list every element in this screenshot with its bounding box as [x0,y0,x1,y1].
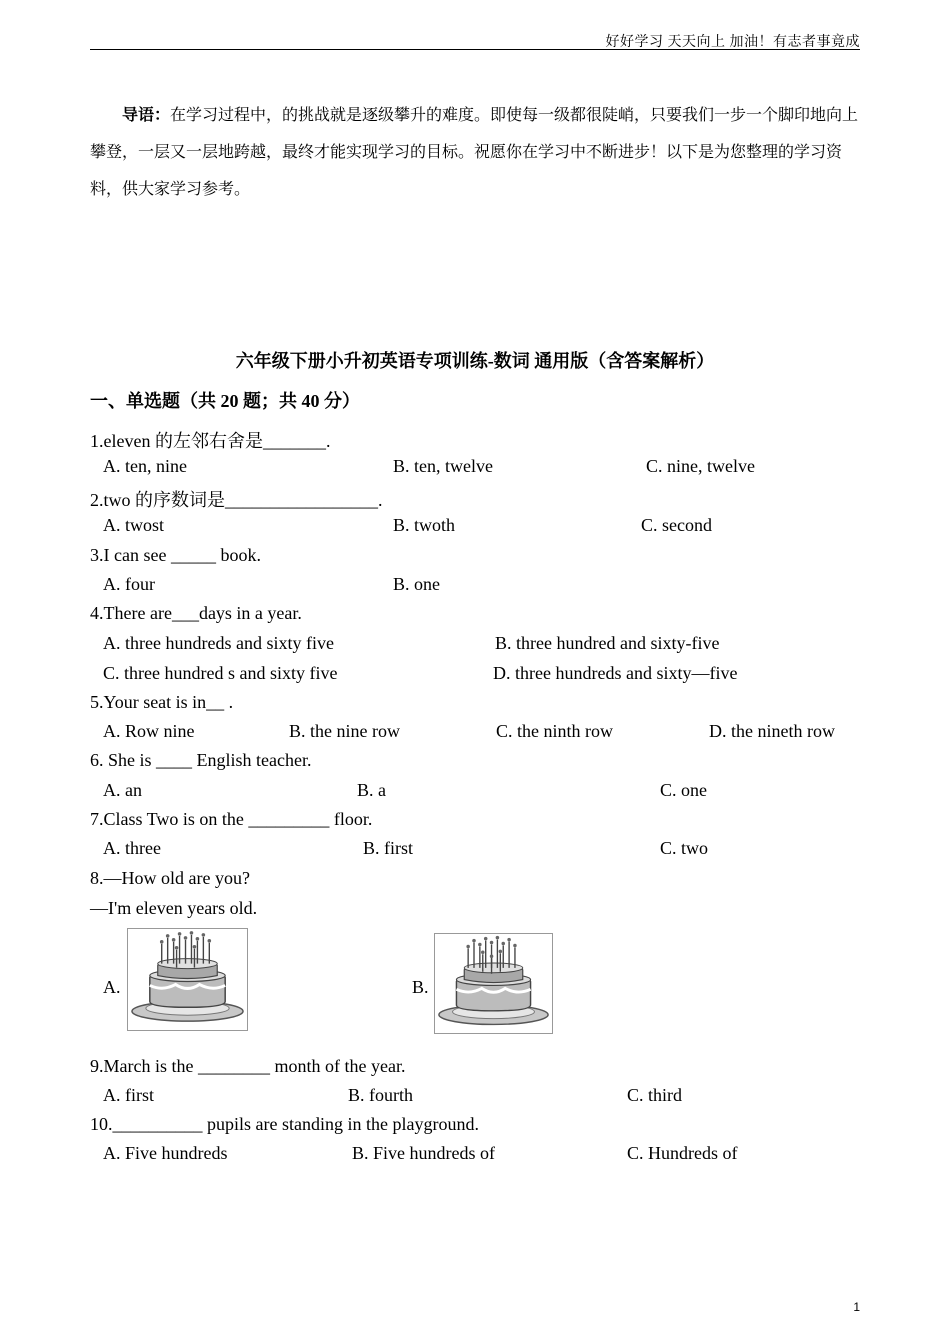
intro-paragraph [90,97,860,208]
header-rule [90,49,860,50]
question-1-stem: 1.eleven 的左邻右舍是_______. [90,431,331,451]
intro-label: 导语： [122,107,171,124]
intro-text: 在学习过程中，的挑战就是逐级攀升的难度。即使每一级都很陡峭，只要我们一步一个脚印地向上攀登，一层又一层地跨越，最终才能实现学习的目标。祝愿你在学习中不断进步！以下是为您整理的学习资料，供大家学习参考。 [90,107,859,198]
question-10-option-b: B. Five hundreds of [352,1143,495,1163]
question-2-option-b: B. twoth [393,515,456,535]
question-5-option-a: A. Row nine [103,721,195,741]
question-6-option-c: C. one [660,780,707,800]
question-8-option-b: B. [412,977,429,997]
question-5-option-c: C. the ninth row [496,721,613,741]
question-9-option-a: A. first [103,1085,154,1105]
question-2-stem: 2.two 的序数词是_________________. [90,490,383,510]
question-5-stem: 5.Your seat is in__ . [90,692,234,712]
birthday-cake-icon [128,929,247,1030]
header-motto: 好好学习 天天向上 加油！有志者事竟成 [605,35,860,50]
question-3-option-b: B. one [393,574,440,594]
question-7-option-a: A. three [103,838,161,858]
question-4-option-b: B. three hundred and sixty-five [495,633,720,653]
question-1-option-c: C. nine, twelve [646,456,755,476]
section-heading: 一、单选题（共 20 题；共 40 分） [90,391,360,411]
question-8-answer-line: —I'm eleven years old. [90,898,258,918]
question-10-stem: 10.__________ pupils are standing in the playground. [90,1114,479,1134]
question-7-stem: 7.Class Two is on the _________ floor. [90,809,373,829]
question-6-option-a: A. an [103,780,142,800]
question-6-option-b: B. a [357,780,386,800]
question-5-option-b: B. the nine row [289,721,400,741]
question-9-option-b: B. fourth [348,1085,413,1105]
question-5-option-d: D. the nineth row [709,721,835,741]
birthday-cake-icon [435,934,552,1033]
question-2-option-a: A. twost [103,515,165,535]
cake-image-b [434,933,553,1034]
question-3-stem: 3.I can see _____ book. [90,545,261,565]
question-4-option-d: D. three hundreds and sixty—five [493,663,738,683]
question-2-option-c: C. second [641,515,712,535]
question-9-stem: 9.March is the ________ month of the year. [90,1056,406,1076]
question-7-option-b: B. first [363,838,414,858]
document-title: 六年级下册小升初英语专项训练-数词 通用版（含答案解析） [235,351,715,371]
question-4-option-a: A. three hundreds and sixty five [103,633,334,653]
question-4-stem: 4.There are___days in a year. [90,603,302,623]
page-number: 1 [853,1300,860,1314]
question-10-option-c: C. Hundreds of [627,1143,738,1163]
question-8-stem: 8.—How old are you? [90,868,250,888]
question-3-option-a: A. four [103,574,155,594]
question-10-option-a: A. Five hundreds [103,1143,228,1163]
question-9-option-c: C. third [627,1085,683,1105]
cake-image-a [127,928,248,1031]
question-7-option-c: C. two [660,838,709,858]
question-4-option-c: C. three hundred s and sixty five [103,663,338,683]
question-1-option-b: B. ten, twelve [393,456,493,476]
question-8-option-a: A. [103,977,121,997]
question-6-stem: 6. She is ____ English teacher. [90,750,312,770]
question-1-option-a: A. ten, nine [103,456,187,476]
